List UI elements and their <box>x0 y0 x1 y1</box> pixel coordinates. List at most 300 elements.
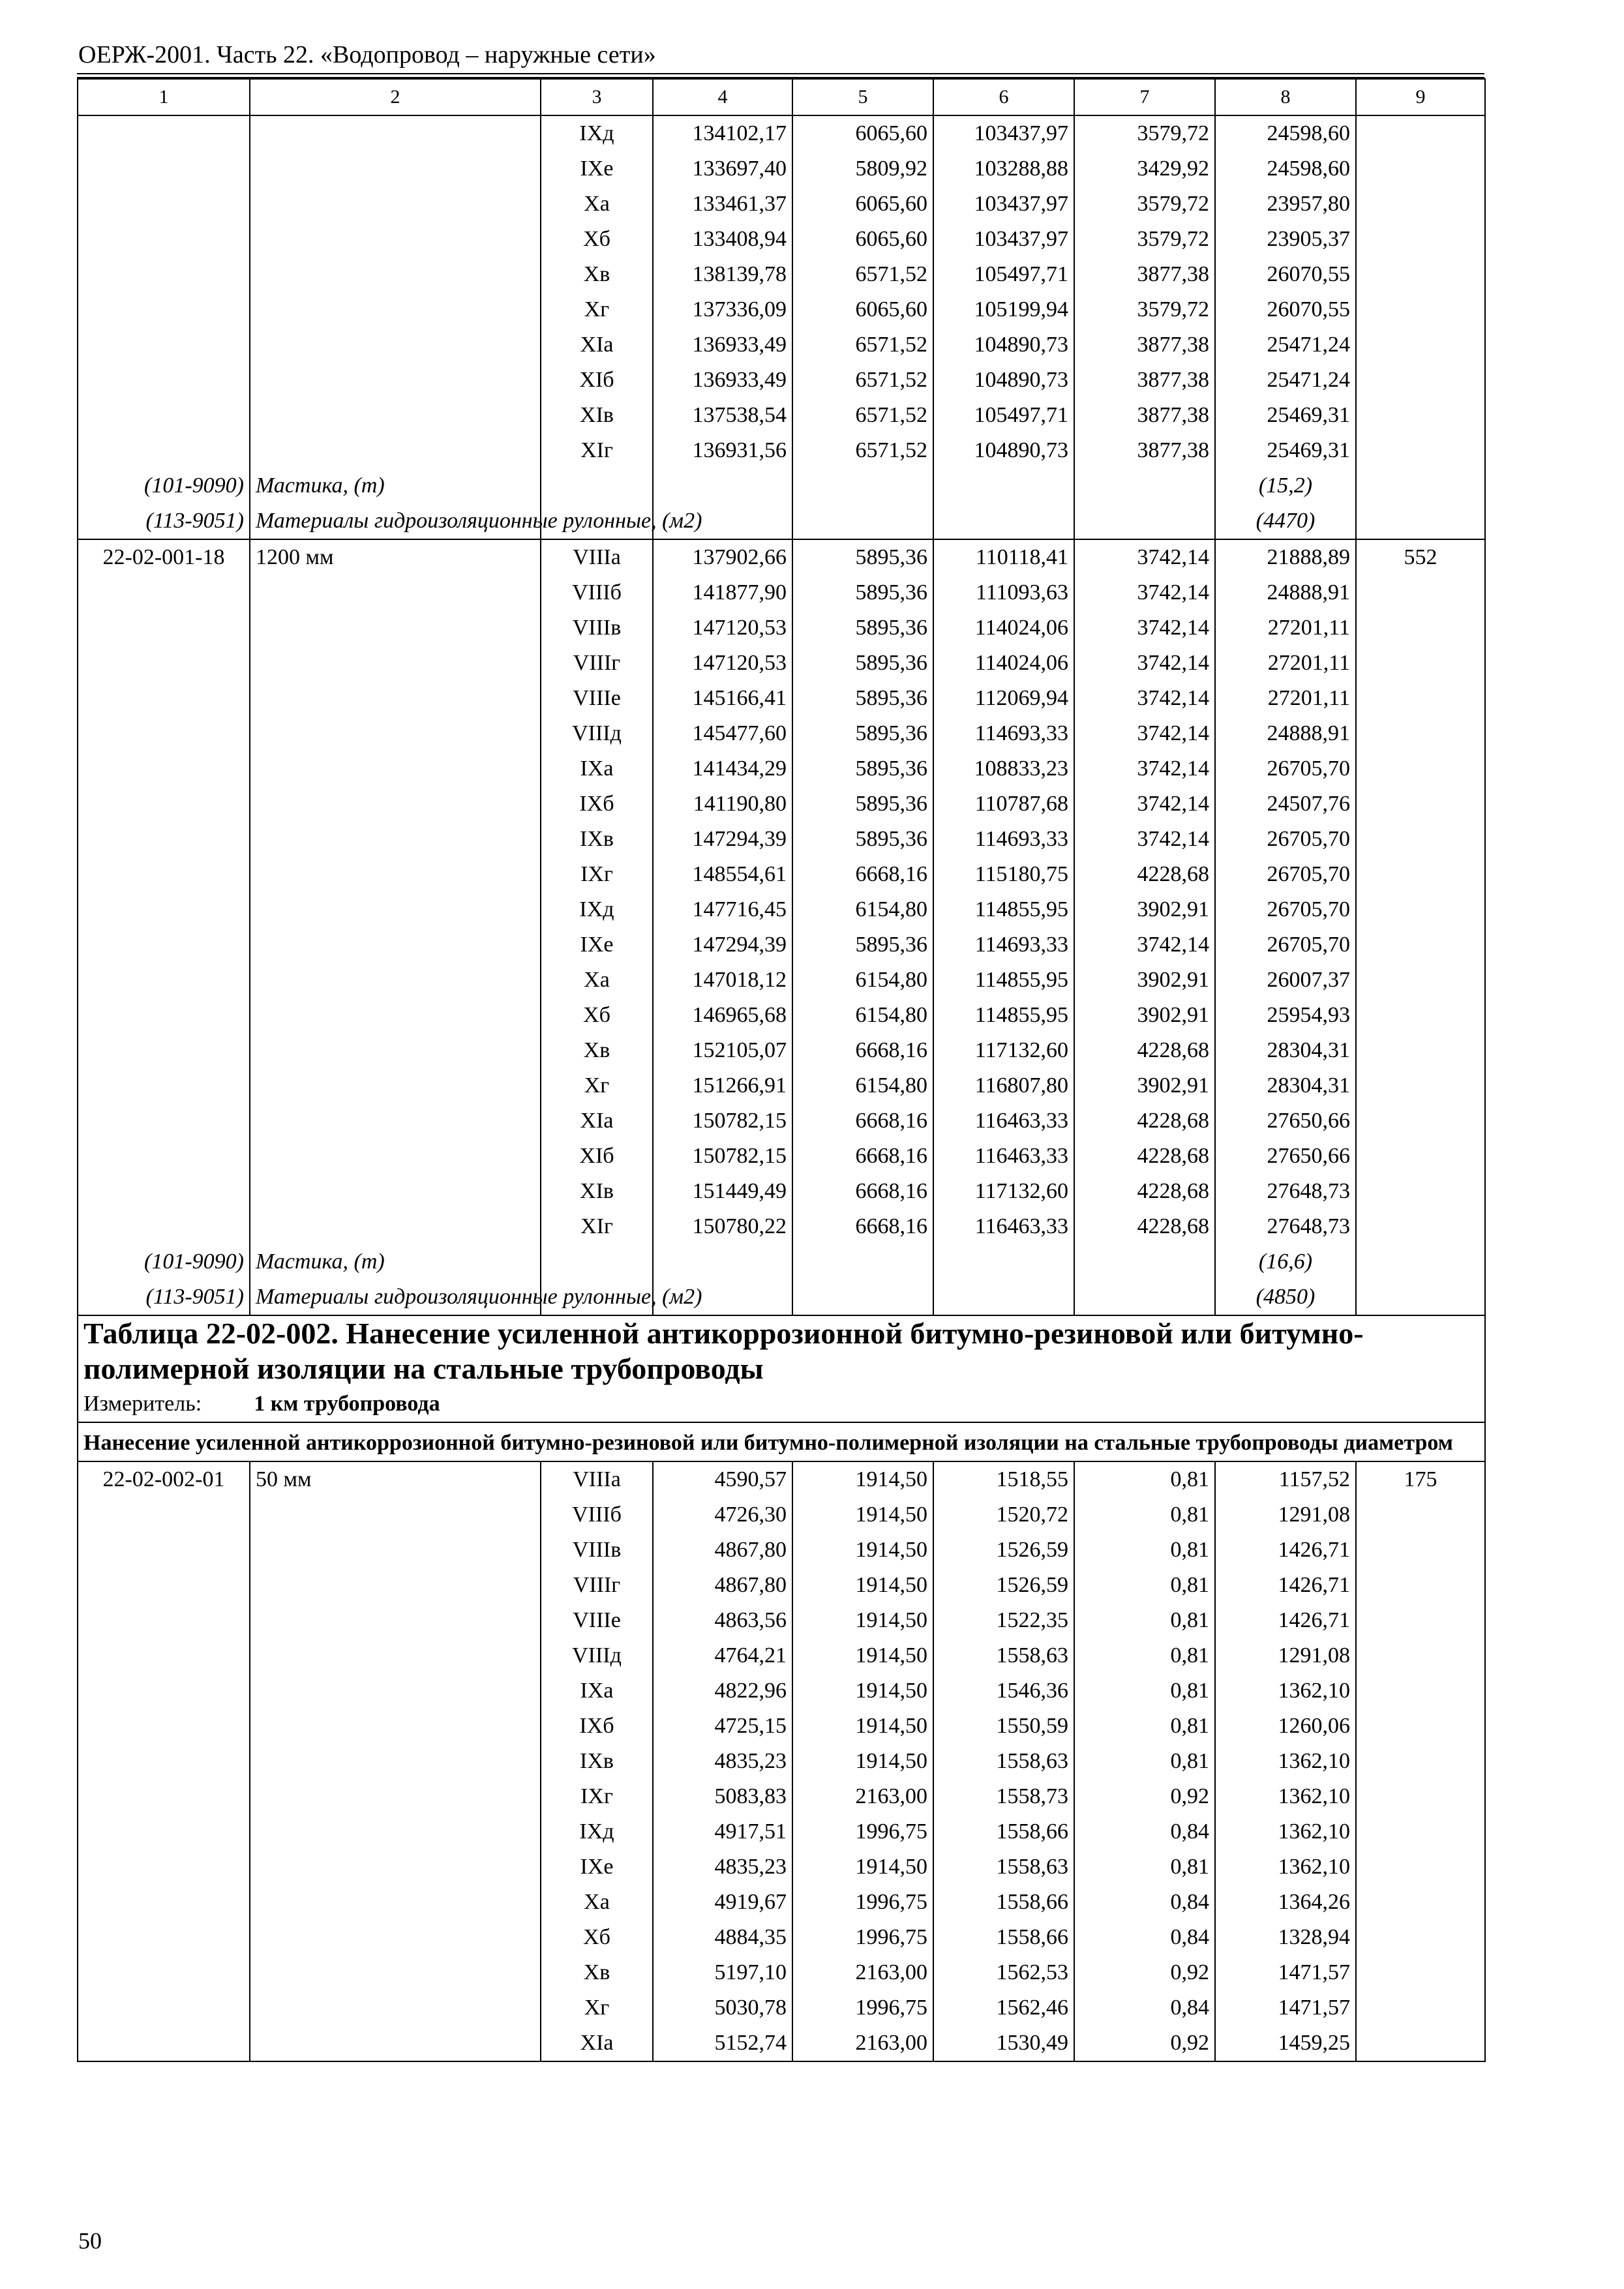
zone-code: Xб <box>541 222 653 257</box>
material-name: Материалы гидроизоляционные рулонные, (м2) <box>250 503 541 539</box>
empty-cell <box>250 681 541 716</box>
rate-value: 27650,66 <box>1215 1139 1356 1174</box>
zone-code: IXа <box>541 751 653 786</box>
empty-cell <box>1356 857 1485 892</box>
empty-cell <box>250 1709 541 1744</box>
rate-value: 27201,11 <box>1215 610 1356 646</box>
rate-value: 6065,60 <box>792 187 933 222</box>
rate-value: 110787,68 <box>933 786 1074 822</box>
rate-name: 50 мм <box>250 1461 541 1497</box>
rate-value: 0,81 <box>1074 1673 1215 1709</box>
rate-value: 1914,50 <box>792 1744 933 1779</box>
empty-cell <box>1356 1709 1485 1744</box>
rate-value: 24888,91 <box>1215 716 1356 751</box>
rate-value: 1558,73 <box>933 1779 1074 1814</box>
rate-value: 24598,60 <box>1215 151 1356 187</box>
rate-value: 0,81 <box>1074 1533 1215 1568</box>
empty-cell <box>78 646 250 681</box>
table-row <box>78 716 1485 751</box>
rate-value: 6154,80 <box>792 1068 933 1103</box>
rate-value: 4228,68 <box>1074 1174 1215 1209</box>
rate-value: 1996,75 <box>792 1990 933 2026</box>
rate-value: 6571,52 <box>792 363 933 398</box>
table-row <box>78 610 1485 646</box>
rate-value: 4228,68 <box>1074 1139 1215 1174</box>
empty-cell <box>1356 433 1485 468</box>
empty-cell <box>250 115 541 151</box>
zone-code: XIа <box>541 2026 653 2061</box>
rate-value: 0,84 <box>1074 1990 1215 2026</box>
rate-value: 3742,14 <box>1074 681 1215 716</box>
column-number: 7 <box>1074 79 1215 115</box>
rate-value: 117132,60 <box>933 1033 1074 1068</box>
rate-value: 6065,60 <box>792 115 933 151</box>
empty-cell <box>933 1279 1074 1315</box>
empty-cell <box>78 1849 250 1885</box>
empty-cell <box>78 1497 250 1533</box>
empty-cell <box>792 1279 933 1315</box>
table-row <box>78 327 1485 363</box>
rate-value: 6571,52 <box>792 257 933 292</box>
empty-cell <box>792 503 933 539</box>
rate-value: 115180,75 <box>933 857 1074 892</box>
rate-value: 27201,11 <box>1215 646 1356 681</box>
rate-value: 6154,80 <box>792 998 933 1033</box>
page-number: 50 <box>78 2228 102 2254</box>
header-rule <box>77 73 1484 74</box>
rate-value: 5895,36 <box>792 927 933 963</box>
zone-code: Xв <box>541 257 653 292</box>
empty-cell <box>78 857 250 892</box>
rate-code: 22-02-001-18 <box>78 539 250 575</box>
rate-value: 4835,23 <box>653 1744 792 1779</box>
rate-value: 1362,10 <box>1215 1814 1356 1849</box>
rate-value: 3902,91 <box>1074 998 1215 1033</box>
empty-cell <box>1356 363 1485 398</box>
zone-code: IXд <box>541 115 653 151</box>
rate-value: 1550,59 <box>933 1709 1074 1744</box>
empty-cell <box>78 433 250 468</box>
empty-cell <box>250 646 541 681</box>
rate-value: 116807,80 <box>933 1068 1074 1103</box>
rate-value: 4228,68 <box>1074 1209 1215 1244</box>
table-row <box>78 1568 1485 1603</box>
rate-value: 2163,00 <box>792 1779 933 1814</box>
rate-value: 1914,50 <box>792 1603 933 1638</box>
rate-value: 4917,51 <box>653 1814 792 1849</box>
material-value: (4470) <box>1215 503 1356 539</box>
rate-value: 0,92 <box>1074 2026 1215 2061</box>
empty-cell <box>250 1920 541 1955</box>
table-row <box>78 786 1485 822</box>
table-row <box>78 1603 1485 1638</box>
empty-cell <box>250 1103 541 1139</box>
empty-cell <box>250 1033 541 1068</box>
rate-value: 26705,70 <box>1215 751 1356 786</box>
rate-value: 25469,31 <box>1215 433 1356 468</box>
rate-value: 114855,95 <box>933 998 1074 1033</box>
rate-value: 136933,49 <box>653 363 792 398</box>
rate-value: 4228,68 <box>1074 1103 1215 1139</box>
rate-value: 150782,15 <box>653 1103 792 1139</box>
empty-cell <box>78 822 250 857</box>
table-row <box>78 1779 1485 1814</box>
col9-value: 552 <box>1356 539 1485 575</box>
rate-value: 136933,49 <box>653 327 792 363</box>
empty-cell <box>1356 187 1485 222</box>
rate-value: 6571,52 <box>792 398 933 433</box>
rate-value: 114693,33 <box>933 927 1074 963</box>
empty-cell <box>250 1068 541 1103</box>
rate-value: 111093,63 <box>933 575 1074 610</box>
rate-value: 116463,33 <box>933 1139 1074 1174</box>
empty-cell <box>250 2026 541 2061</box>
rate-value: 1471,57 <box>1215 1990 1356 2026</box>
empty-cell <box>250 610 541 646</box>
rate-value: 26705,70 <box>1215 927 1356 963</box>
rate-value: 103437,97 <box>933 187 1074 222</box>
empty-cell <box>250 1568 541 1603</box>
rate-value: 114693,33 <box>933 822 1074 857</box>
rate-value: 1291,08 <box>1215 1638 1356 1673</box>
rate-value: 4725,15 <box>653 1709 792 1744</box>
rate-value: 0,81 <box>1074 1568 1215 1603</box>
rate-value: 6668,16 <box>792 1209 933 1244</box>
rate-value: 104890,73 <box>933 433 1074 468</box>
rate-value: 148554,61 <box>653 857 792 892</box>
rate-value: 117132,60 <box>933 1174 1074 1209</box>
rate-value: 5895,36 <box>792 610 933 646</box>
rate-value: 1996,75 <box>792 1814 933 1849</box>
empty-cell <box>78 575 250 610</box>
rate-value: 27201,11 <box>1215 681 1356 716</box>
empty-cell <box>1074 1244 1215 1279</box>
rate-value: 105497,71 <box>933 398 1074 433</box>
rate-value: 3742,14 <box>1074 822 1215 857</box>
empty-cell <box>1356 1139 1485 1174</box>
rate-value: 141190,80 <box>653 786 792 822</box>
empty-cell <box>1356 927 1485 963</box>
rate-value: 1562,53 <box>933 1955 1074 1990</box>
rate-value: 137336,09 <box>653 292 792 327</box>
empty-cell <box>1356 1814 1485 1849</box>
table-row <box>78 433 1485 468</box>
rate-value: 3877,38 <box>1074 363 1215 398</box>
zone-code: VIIIд <box>541 716 653 751</box>
empty-cell <box>78 1885 250 1920</box>
zone-code: IXб <box>541 786 653 822</box>
page-header: ОЕРЖ-2001. Часть 22. «Водопровод – наружные сети» <box>78 41 656 68</box>
table-row <box>78 646 1485 681</box>
empty-cell <box>78 1990 250 2026</box>
rate-value: 5895,36 <box>792 786 933 822</box>
rate-value: 5197,10 <box>653 1955 792 1990</box>
empty-cell <box>250 1990 541 2026</box>
empty-cell <box>250 151 541 187</box>
rate-value: 6065,60 <box>792 222 933 257</box>
rate-value: 104890,73 <box>933 327 1074 363</box>
material-value: (16,6) <box>1215 1244 1356 1279</box>
empty-cell <box>1356 292 1485 327</box>
table-row <box>78 187 1485 222</box>
rate-value: 1546,36 <box>933 1673 1074 1709</box>
rate-value: 147018,12 <box>653 963 792 998</box>
empty-cell <box>78 363 250 398</box>
empty-cell <box>1356 1849 1485 1885</box>
zone-code: VIIIг <box>541 1568 653 1603</box>
empty-cell <box>933 468 1074 503</box>
rate-value: 24598,60 <box>1215 115 1356 151</box>
rate-value: 3579,72 <box>1074 187 1215 222</box>
rate-value: 116463,33 <box>933 1103 1074 1139</box>
empty-cell <box>250 292 541 327</box>
rate-value: 6571,52 <box>792 327 933 363</box>
rate-value: 5895,36 <box>792 822 933 857</box>
rate-value: 0,81 <box>1074 1709 1215 1744</box>
rate-value: 145477,60 <box>653 716 792 751</box>
rate-value: 103437,97 <box>933 115 1074 151</box>
empty-cell <box>250 998 541 1033</box>
empty-cell <box>250 751 541 786</box>
column-number: 1 <box>78 79 250 115</box>
zone-code: Xг <box>541 1990 653 2026</box>
table-row <box>78 1279 1485 1315</box>
empty-cell <box>78 610 250 646</box>
rate-value: 0,92 <box>1074 1779 1215 1814</box>
table-row <box>78 1638 1485 1673</box>
table-row <box>78 292 1485 327</box>
empty-cell <box>1356 1779 1485 1814</box>
rate-value: 5895,36 <box>792 539 933 575</box>
rate-value: 1530,49 <box>933 2026 1074 2061</box>
rate-value: 1558,63 <box>933 1638 1074 1673</box>
rate-value: 25469,31 <box>1215 398 1356 433</box>
empty-cell <box>78 222 250 257</box>
rate-value: 26007,37 <box>1215 963 1356 998</box>
rate-value: 114693,33 <box>933 716 1074 751</box>
empty-cell <box>250 1209 541 1244</box>
empty-cell <box>1356 681 1485 716</box>
table-row <box>78 1386 1485 1422</box>
column-number: 4 <box>653 79 792 115</box>
zone-code: IXд <box>541 892 653 927</box>
zone-code: XIб <box>541 1139 653 1174</box>
rate-value: 0,84 <box>1074 1920 1215 1955</box>
rate-value: 1362,10 <box>1215 1673 1356 1709</box>
zone-code: Xа <box>541 963 653 998</box>
empty-cell <box>1356 1568 1485 1603</box>
rate-value: 2163,00 <box>792 1955 933 1990</box>
empty-cell <box>1356 151 1485 187</box>
rate-value: 0,84 <box>1074 1814 1215 1849</box>
rate-value: 23957,80 <box>1215 187 1356 222</box>
material-name: Мастика, (т) <box>250 1244 541 1279</box>
rate-value: 6668,16 <box>792 1103 933 1139</box>
empty-cell <box>1356 610 1485 646</box>
empty-cell <box>78 1709 250 1744</box>
rate-value: 1364,26 <box>1215 1885 1356 1920</box>
empty-cell <box>1356 2026 1485 2061</box>
rate-value: 1914,50 <box>792 1673 933 1709</box>
empty-cell <box>250 187 541 222</box>
table-row <box>78 1315 1485 1386</box>
zone-code: VIIIб <box>541 575 653 610</box>
rate-value: 1362,10 <box>1215 1744 1356 1779</box>
rate-value: 1157,52 <box>1215 1461 1356 1497</box>
empty-cell <box>78 1533 250 1568</box>
empty-cell <box>78 1068 250 1103</box>
material-name: Мастика, (т) <box>250 468 541 503</box>
rate-value: 151266,91 <box>653 1068 792 1103</box>
rate-value: 1558,63 <box>933 1744 1074 1779</box>
table-row <box>78 1209 1485 1244</box>
zone-code: VIIIв <box>541 610 653 646</box>
rates-table <box>77 78 1486 2062</box>
column-number: 2 <box>250 79 541 115</box>
rate-value: 3742,14 <box>1074 646 1215 681</box>
zone-code: Xа <box>541 1885 653 1920</box>
rate-value: 28304,31 <box>1215 1068 1356 1103</box>
table-row <box>78 1673 1485 1709</box>
rate-value: 5895,36 <box>792 646 933 681</box>
rate-value: 26705,70 <box>1215 857 1356 892</box>
table-row <box>78 503 1485 539</box>
rate-value: 0,81 <box>1074 1603 1215 1638</box>
rate-value: 1558,66 <box>933 1885 1074 1920</box>
rate-value: 3877,38 <box>1074 327 1215 363</box>
empty-cell <box>78 1955 250 1990</box>
zone-code: XIа <box>541 1103 653 1139</box>
rate-value: 3902,91 <box>1074 1068 1215 1103</box>
rate-value: 6154,80 <box>792 963 933 998</box>
rate-value: 2163,00 <box>792 2026 933 2061</box>
rate-value: 4228,68 <box>1074 857 1215 892</box>
rate-value: 1914,50 <box>792 1568 933 1603</box>
zone-code: Xг <box>541 1068 653 1103</box>
rate-value: 138139,78 <box>653 257 792 292</box>
empty-cell <box>653 1244 792 1279</box>
column-number: 8 <box>1215 79 1356 115</box>
col9-value: 175 <box>1356 1461 1485 1497</box>
empty-cell <box>250 1673 541 1709</box>
table-row <box>78 468 1485 503</box>
rate-value: 1914,50 <box>792 1849 933 1885</box>
table-row <box>78 257 1485 292</box>
rate-value: 112069,94 <box>933 681 1074 716</box>
empty-cell <box>792 468 933 503</box>
table-row <box>78 751 1485 786</box>
empty-cell <box>78 927 250 963</box>
zone-code: XIв <box>541 398 653 433</box>
rate-value: 0,84 <box>1074 1885 1215 1920</box>
rate-value: 1558,66 <box>933 1814 1074 1849</box>
rate-value: 5895,36 <box>792 716 933 751</box>
rate-value: 104890,73 <box>933 363 1074 398</box>
empty-cell <box>78 115 250 151</box>
rate-value: 150782,15 <box>653 1139 792 1174</box>
rate-value: 4590,57 <box>653 1461 792 1497</box>
empty-cell <box>1356 716 1485 751</box>
table-row <box>78 998 1485 1033</box>
table-row <box>78 79 1485 115</box>
rate-value: 114855,95 <box>933 892 1074 927</box>
empty-cell <box>250 1603 541 1638</box>
rate-value: 27650,66 <box>1215 1103 1356 1139</box>
rate-value: 3429,92 <box>1074 151 1215 187</box>
rate-value: 6668,16 <box>792 1139 933 1174</box>
table-row <box>78 1461 1485 1497</box>
rate-value: 6668,16 <box>792 857 933 892</box>
empty-cell <box>1356 327 1485 363</box>
empty-cell <box>78 1174 250 1209</box>
rate-value: 1558,66 <box>933 1920 1074 1955</box>
rate-value: 114024,06 <box>933 610 1074 646</box>
rate-value: 21888,89 <box>1215 539 1356 575</box>
table-row <box>78 1033 1485 1068</box>
table-row <box>78 1139 1485 1174</box>
zone-code: IXв <box>541 822 653 857</box>
rate-value: 5895,36 <box>792 575 933 610</box>
zone-code: IXд <box>541 1814 653 1849</box>
empty-cell <box>541 1244 653 1279</box>
rate-value: 136931,56 <box>653 433 792 468</box>
table-row <box>78 115 1485 151</box>
rate-value: 27648,73 <box>1215 1209 1356 1244</box>
empty-cell <box>541 468 653 503</box>
material-code: (113-9051) <box>78 503 250 539</box>
rate-value: 151449,49 <box>653 1174 792 1209</box>
rate-value: 147294,39 <box>653 822 792 857</box>
empty-cell <box>78 892 250 927</box>
zone-code: XIа <box>541 327 653 363</box>
rate-value: 133408,94 <box>653 222 792 257</box>
table-row <box>78 1533 1485 1568</box>
empty-cell <box>78 257 250 292</box>
empty-cell <box>78 187 250 222</box>
zone-code: IXг <box>541 857 653 892</box>
empty-cell <box>78 998 250 1033</box>
empty-cell <box>1356 786 1485 822</box>
rate-value: 147120,53 <box>653 646 792 681</box>
table-row <box>78 892 1485 927</box>
material-code: (101-9090) <box>78 468 250 503</box>
rate-value: 108833,23 <box>933 751 1074 786</box>
empty-cell <box>250 1955 541 1990</box>
empty-cell <box>250 1744 541 1779</box>
rate-value: 3742,14 <box>1074 786 1215 822</box>
rate-value: 133461,37 <box>653 187 792 222</box>
rate-value: 25954,93 <box>1215 998 1356 1033</box>
empty-cell <box>78 716 250 751</box>
empty-cell <box>1356 575 1485 610</box>
rate-value: 25471,24 <box>1215 363 1356 398</box>
rate-value: 1996,75 <box>792 1920 933 1955</box>
rate-value: 4726,30 <box>653 1497 792 1533</box>
empty-cell <box>1356 1920 1485 1955</box>
column-number: 9 <box>1356 79 1485 115</box>
rate-value: 116463,33 <box>933 1209 1074 1244</box>
table-row <box>78 1814 1485 1849</box>
rate-value: 5152,74 <box>653 2026 792 2061</box>
empty-cell <box>1356 222 1485 257</box>
table-row <box>78 681 1485 716</box>
table-row <box>78 1497 1485 1533</box>
zone-code: XIв <box>541 1174 653 1209</box>
empty-cell <box>78 1779 250 1814</box>
zone-code: IXв <box>541 1744 653 1779</box>
empty-cell <box>250 857 541 892</box>
rate-value: 146965,68 <box>653 998 792 1033</box>
